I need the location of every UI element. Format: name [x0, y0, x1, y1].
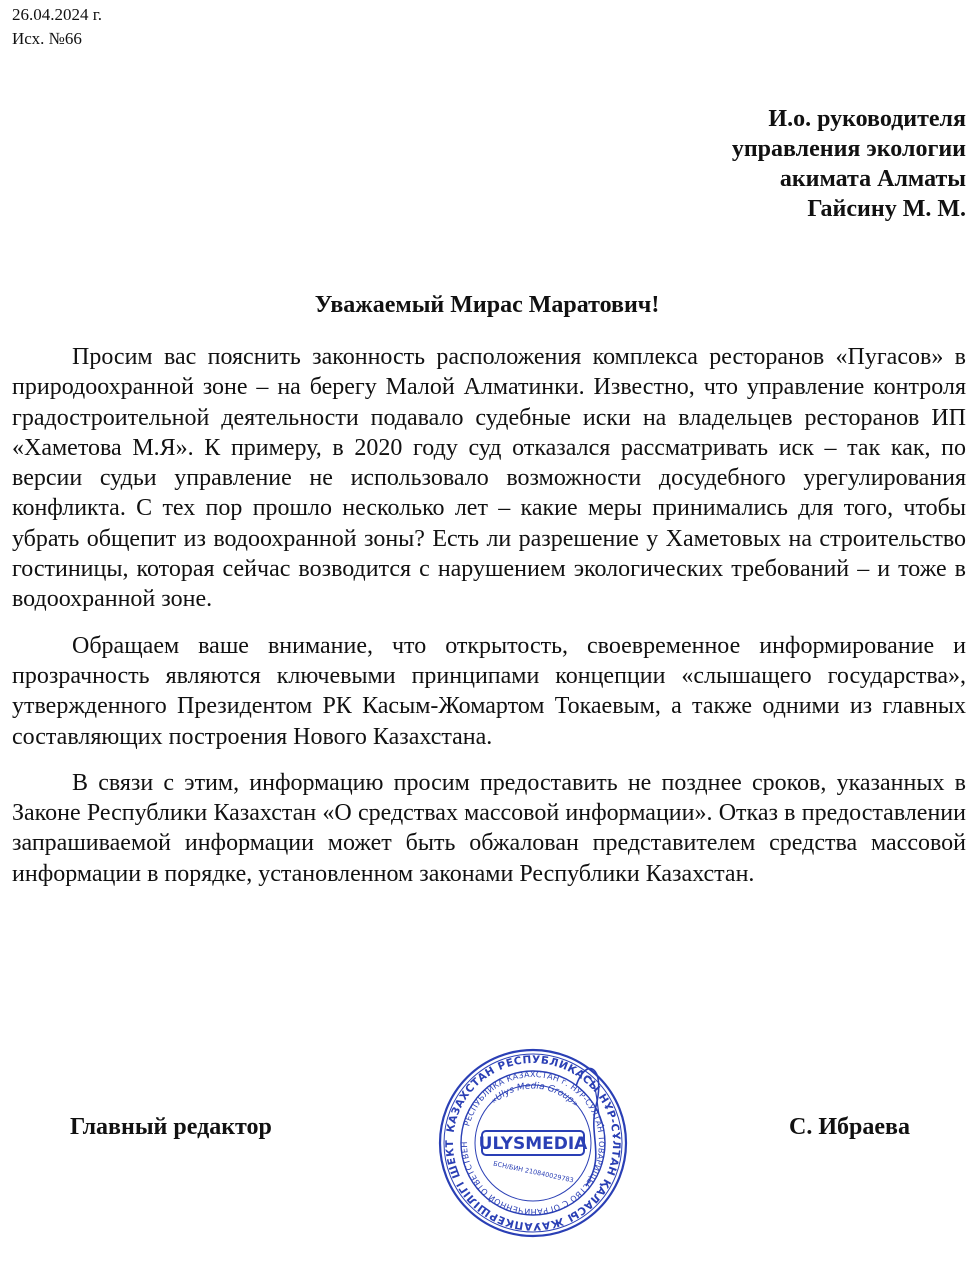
addressee-line: управления экологии	[731, 136, 966, 162]
body-paragraph: Обращаем ваше внимание, что открытость, своевременное информирование и прозрачность являются ключевыми принципами концепции «слышащего государства», утвержденного Президентом РК Касым-Жомартом Токаевым, а также одними из главных составляющих построения Нового Казахстана.	[12, 632, 966, 750]
body-paragraph: Просим вас пояснить законность расположения комплекса ресторанов «Пугасов» в природоохранной зоне – на берегу Малой Алматинки. Известно, что управление контроля градостроительной деятельности подавало судебные иски на владельцев ресторанов ИП «Хаметова М.Я». К примеру, в 2020 году суд отказался рассматривать иск – так как, по версии судьи управление не использовало возможности досудебного урегулирования конфликта. С тех пор прошло несколько лет – какие меры принимались для того, чтобы убрать общепит из водоохранной зоны? Есть ли разрешение у Хаметовых на строительство гостиницы, которая сейчас возводится с нарушением экологических требований – и тоже в водоохранной зоне.	[12, 344, 966, 613]
addressee-line: Гайсину М. М.	[807, 196, 966, 222]
stamp-seal-icon	[436, 1046, 630, 1240]
addressee-block	[732, 104, 966, 224]
signature-role: Главный редактор	[70, 1114, 272, 1140]
svg-text:«Ulys Media Group»: «Ulys Media Group»	[489, 1081, 581, 1110]
svg-text:РЕСПУБЛИКА КАЗАХСТАН г. НУР-СУ: РЕСПУБЛИКА КАЗАХСТАН г. НУР-СУЛТАН ТОВАРИЩЕСТВО С ОГРАНИЧЕННОЙ ОТВЕТСТВЕН	[459, 1069, 607, 1217]
salutation: Уважаемый Мирас Маратович!	[314, 292, 660, 318]
addressee-line: И.о. руководителя	[768, 106, 966, 132]
letter-body	[12, 342, 966, 889]
company-stamp	[436, 1046, 630, 1240]
letter-meta	[12, 3, 102, 51]
addressee-line: акимата Алматы	[779, 166, 966, 192]
body-paragraph: В связи с этим, информацию просим предоставить не позднее сроков, указанных в Законе Республики Казахстан «О средствах массовой информации». Отказ в предоставлении запрашиваемой информации может быть обжалован представителем средства массовой информации в порядке, установленном законами Республики Казахстан.	[12, 769, 966, 887]
letter-date: 26.04.2024 г.	[12, 5, 103, 24]
svg-text:БСН/БИН 210840029783: БСН/БИН 210840029783	[492, 1159, 575, 1185]
outgoing-number: Исх. №66	[12, 29, 82, 48]
signature-name: С. Ибраева	[789, 1114, 910, 1140]
svg-text:ULYSMEDIA: ULYSMEDIA	[478, 1134, 588, 1154]
svg-text:КАЗАХСТАН РЕСПУБЛИКАСЫ НҰР-СҰЛ: КАЗАХСТАН РЕСПУБЛИКАСЫ НҰР-СҰЛТАН ҚАЛАСЫ ЖАУАПКЕРШІЛІГІ ШЕКТ	[443, 1053, 623, 1233]
